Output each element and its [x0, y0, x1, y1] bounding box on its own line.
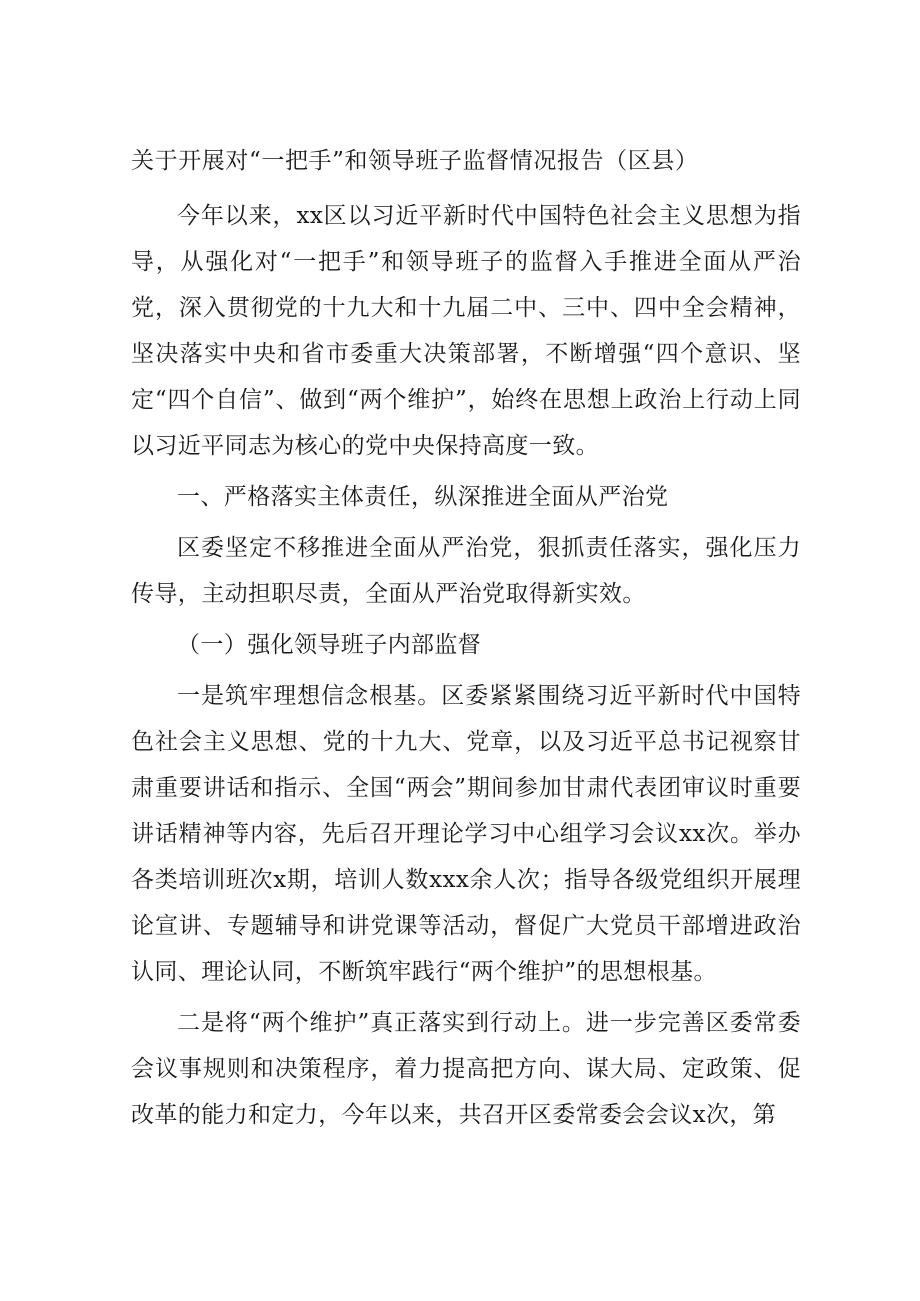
document-body	[131, 138, 801, 1138]
document-title: 关于开展对“一把手”和领导班子监督情况报告（区县）	[131, 148, 699, 174]
section-1-paragraph: 区委坚定不移推进全面从严治党，狠抓责任落实，强化压力传导，主动担职尽责，全面从严治党取得新实效。	[131, 535, 801, 607]
subsection-heading-1: （一）强化领导班子内部监督	[177, 632, 482, 658]
section-heading-1: 一、严格落实主体责任，纵深推进全面从严治党	[177, 484, 669, 510]
intro-paragraph: 今年以来，xx区以习近平新时代中国特色社会主义思想为指导，从强化对“一把手”和领导班子的监督入手推进全面从严治党，深入贯彻党的十九大和十九届二中、三中、四中全会精神，坚决落实中央和省市委重大决策部署，不断增强“四个意识、坚定“四个自信”、做到“两个维护”，始终在思想上政治上行动上同以习近平同志为核心的党中央保持高度一致。	[131, 203, 801, 459]
point-2-paragraph: 二是将“两个维护”真正落实到行动上。进一步完善区委常委会议事规则和决策程序，着力提高把方向、谋大局、定政策、促改革的能力和定力，今年以来，共召开区委常委会会议x次，第	[131, 1010, 801, 1128]
point-1-paragraph: 一是筑牢理想信念根基。区委紧紧围绕习近平新时代中国特色社会主义思想、党的十九大、党章，以及习近平总书记视察甘肃重要讲话和指示、全国“两会”期间参加甘肃代表团审议时重要讲话精神等内容，先后召开理论学习中心组学习会议xx次。举办各类培训班次x期，培训人数xxx余人次；指导各级党组织开展理论宣讲、专题辅导和讲党课等活动，督促广大党员干部增进政治认同、理论认同，不断筑牢践行“两个维护”的思想根基。	[131, 683, 801, 985]
